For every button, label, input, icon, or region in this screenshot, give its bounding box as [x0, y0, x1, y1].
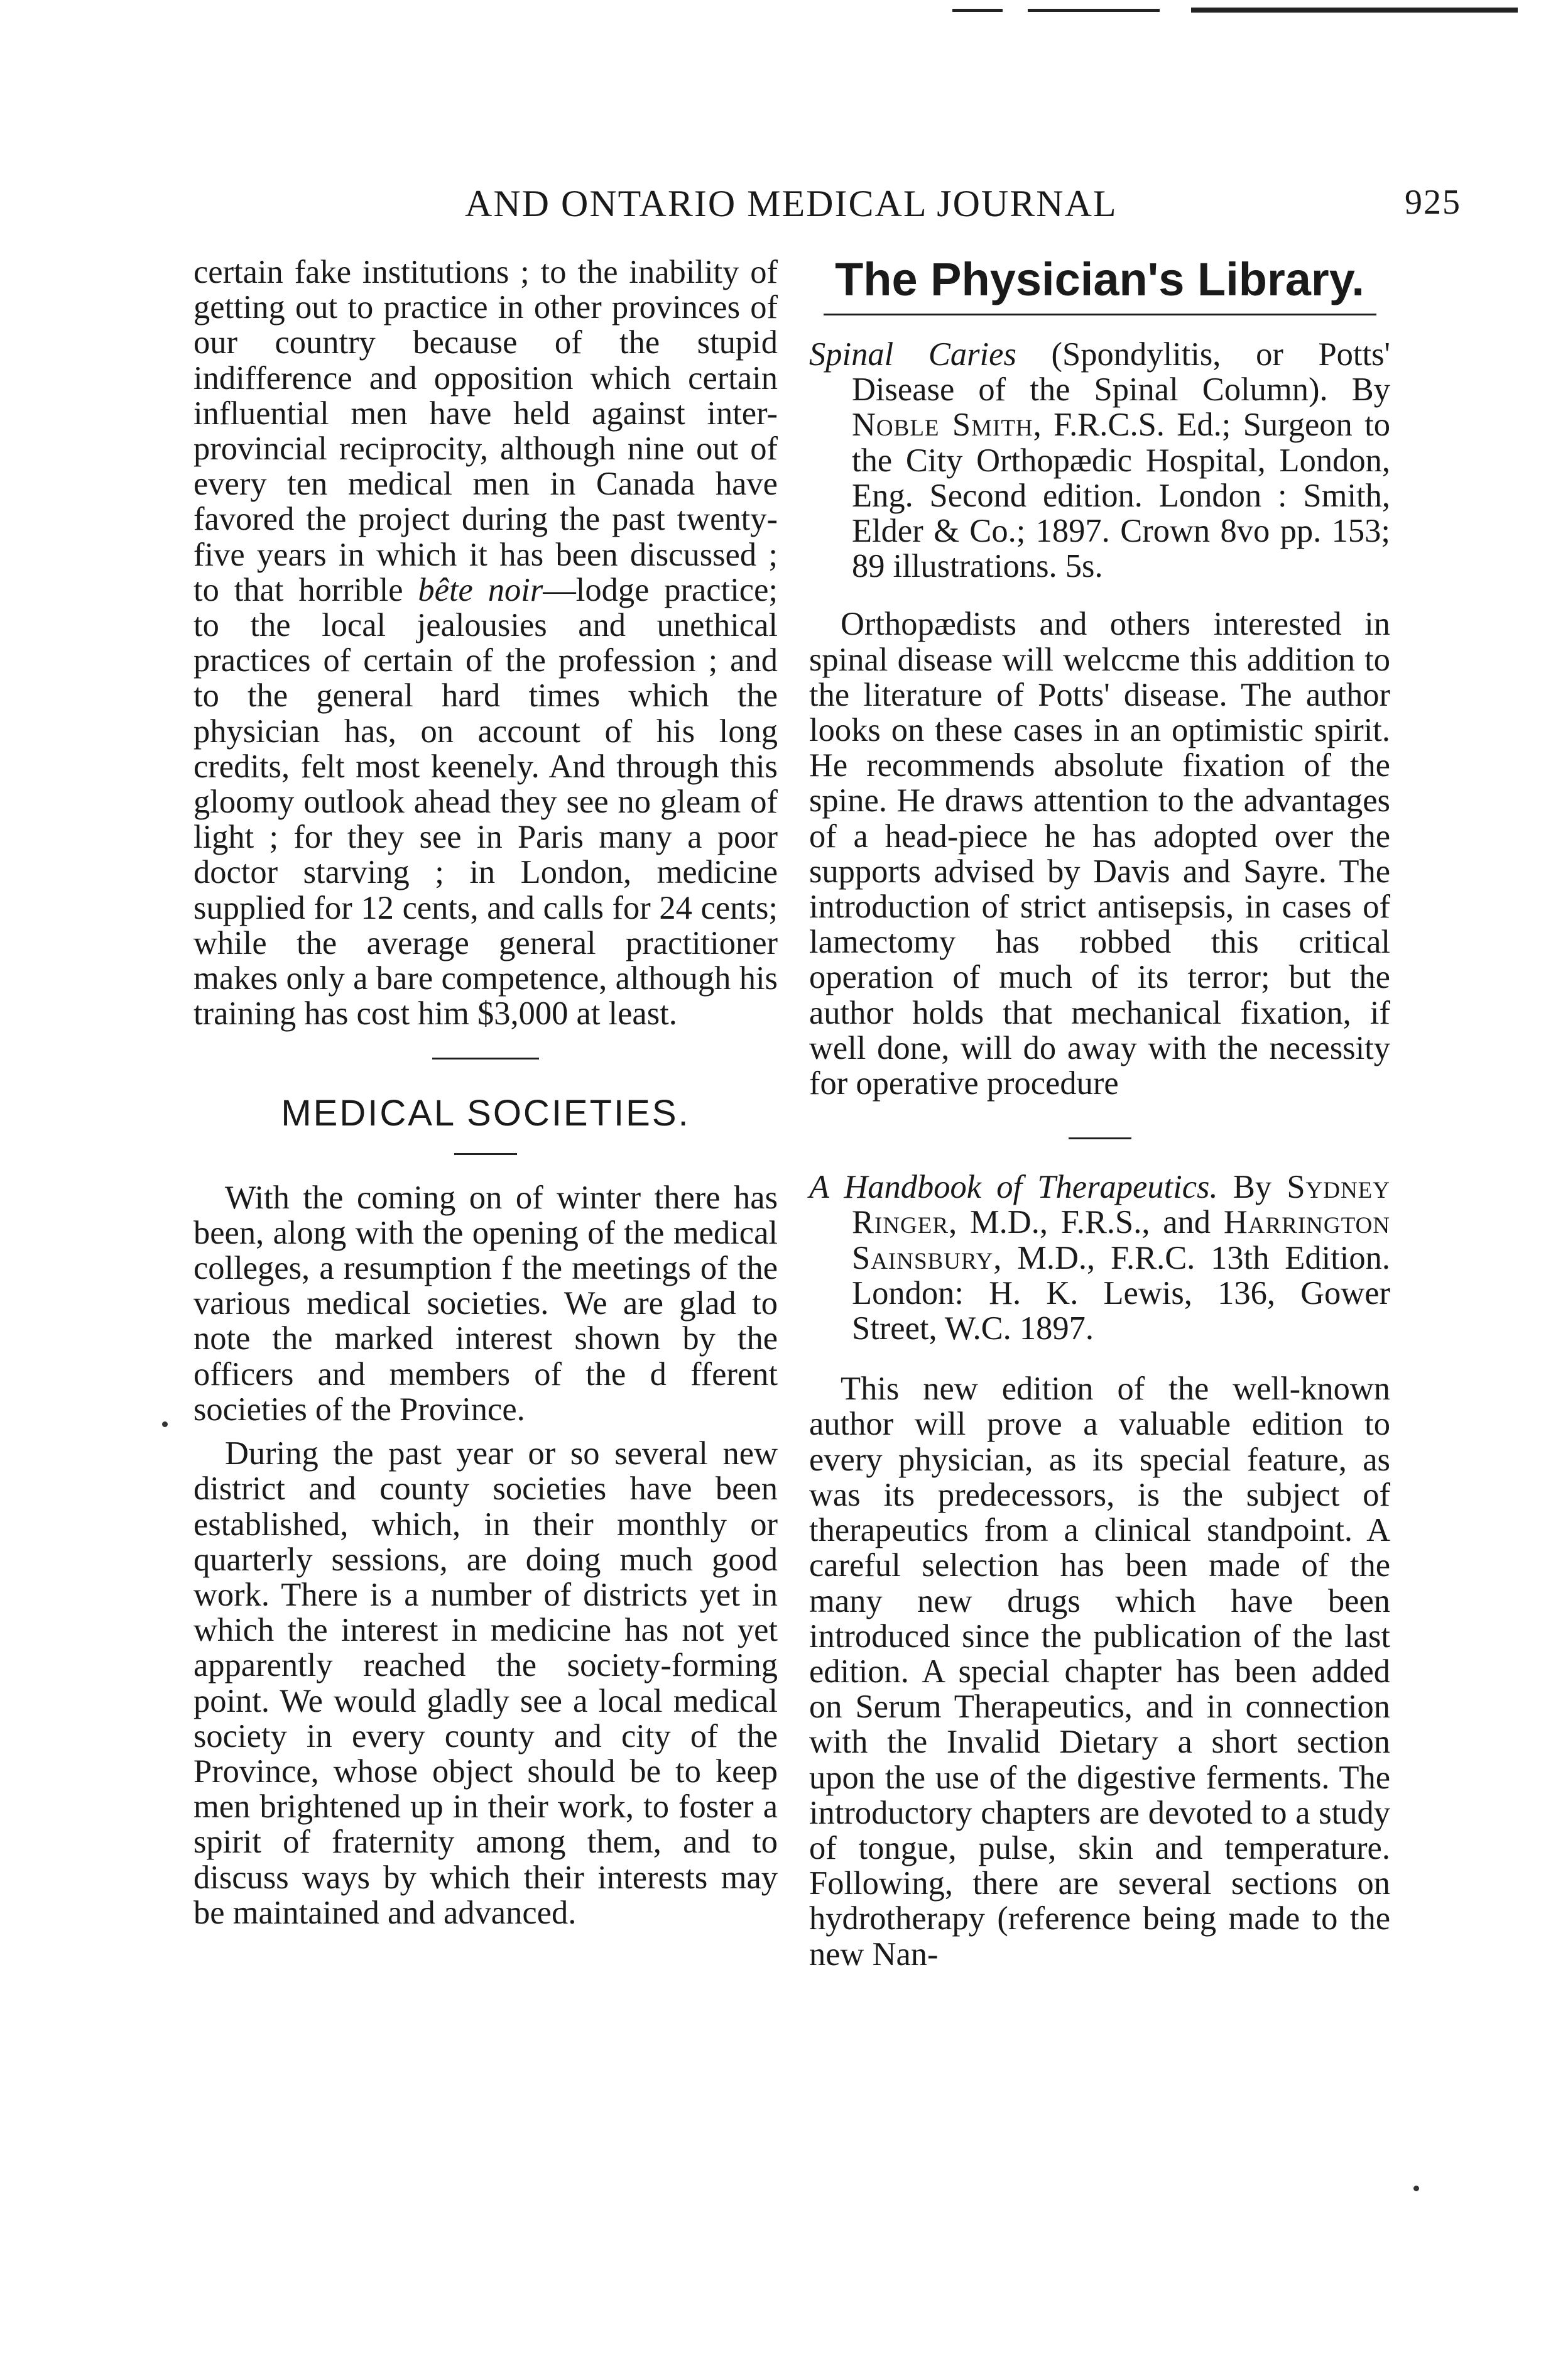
review-body-spinal-caries: Orthopædists and others interested in spinal disease will welccme this addition to the literature of Potts' disease. The author looks on these cases in an optimistic spirit. He recommends absolute fixation of the spine. He draws attention to the advantages of a head-piece he has adopted over the supports advised by Davis and Sayre. The introduction of strict antisepsis, in cases of lamectomy has robbed this critical operation of much of its terror; but the author holds that mechanical fixation, if well done, will do away with the necessity for operative procedure — [809, 606, 1390, 1102]
paragraph-text: certain fake institutions ; to the inability of getting out to practice in other provinces of our country because of the stupid indifference and opposition which certain influential men have held against inter-provincial reciprocity, although nine out of every ten medical men in Canada have favored the project during the past twenty-five years in which it has been discussed ; to that horrible — [193, 254, 778, 608]
rule-segment — [1028, 9, 1160, 12]
left-column — [193, 255, 778, 1930]
citation-text: (Spondylitis, or Potts' Disease of the Spinal Column). By — [852, 336, 1390, 408]
heading-rule — [454, 1153, 517, 1155]
book-title: Spinal Caries — [809, 336, 1016, 373]
page-number: 925 — [1405, 183, 1461, 222]
medical-societies-heading: MEDICAL SOCIETIES. — [281, 1093, 690, 1134]
book-title: A Handbook of Therapeutics. — [809, 1169, 1218, 1206]
author-name: Noble Smith — [852, 407, 1033, 444]
italic-phrase: bête noir — [418, 571, 543, 608]
heading-rule — [824, 314, 1376, 315]
citation-text: By — [1217, 1169, 1287, 1206]
paragraph-district-societies: During the past year or so several new district and county societies have been established, which, in their monthly or quarterly sessions, are doing much good work. There is a number of districts yet in which the interest in medicine has not yet apparently reached the society-forming point. We would gladly see a local medical society in every county and city of the Province, whose object should be to keep men brightened up in their work, to foster a spirit of fraternity among them, and to discuss ways by which their interests may be maintained and advanced. — [193, 1435, 778, 1931]
author-name: Sydney Ringer — [852, 1169, 1390, 1241]
review-citation-spinal-caries — [809, 337, 1390, 584]
author-name: Harrington Sainsbury — [852, 1204, 1390, 1276]
paragraph-lodge-practice — [193, 255, 778, 1031]
review-body-therapeutics: This new edition of the well-known author will prove a valuable edition to every physician, as its special feature, as was its predecessors, is the subject of therapeutics from a clinical standpoint. A careful selection has been made of the many new drugs which have been introduced since the publication of the last edition. A special chapter has been added on Serum Therapeutics, and in connection with the Invalid Dietary a short section upon the use of the digestive ferments. The introductory chapters are devoted to a study of tongue, pulse, skin and temperature. Following, there are several sections on hydrotherapy (reference being made to the new Nan- — [809, 1371, 1390, 1973]
physicians-library-heading: The Physician's Library. — [835, 253, 1364, 305]
citation-text: , F.R.C.S. Ed.; Surgeon to the City Orthopædic Hospital, London, Eng. Second edition. London : Smith, Elder & Co.; 1897. Crown 8vo pp. 153; 89 illustrations. 5s. — [852, 407, 1390, 585]
paragraph-winter-meetings: With the coming on of winter there has been, along with the opening of the medical colleges, a resumption f the meetings of the various medical societies. We are glad to note the marked interest shown by the officers and members of the d fferent societies of the Province. — [193, 1179, 778, 1428]
review-citation-therapeutics — [809, 1169, 1390, 1346]
citation-text: , M.D., F.R.S., and — [949, 1204, 1224, 1241]
right-column — [809, 255, 1390, 1972]
review-divider — [1069, 1137, 1131, 1139]
rule-segment — [1191, 8, 1518, 13]
paragraph-text: —lodge practice; to the local jealousies and unethical practices of certain of the profession ; and to the general hard times which the physician has, on account of his long credits, felt most keenely. And through this gloomy outlook ahead they see no gleam of light ; for they see in Paris many a poor doctor starving ; in London, medicine supplied for 12 cents, and calls for 24 cents; while the average general practitioner makes only a bare competence, although his training has cost him $3,000 at least. — [193, 571, 778, 1032]
rule-segment — [952, 9, 1003, 12]
margin-mark — [162, 1421, 168, 1427]
section-divider — [432, 1058, 539, 1059]
citation-text: , M.D., F.R.C. 13th Edition. London: H. K. Lewis, 136, Gower Street, W.C. 1897. — [852, 1239, 1390, 1347]
top-edge-rule — [952, 6, 1518, 15]
margin-mark — [1413, 2186, 1419, 2191]
running-head: AND ONTARIO MEDICAL JOURNAL — [465, 183, 1118, 224]
